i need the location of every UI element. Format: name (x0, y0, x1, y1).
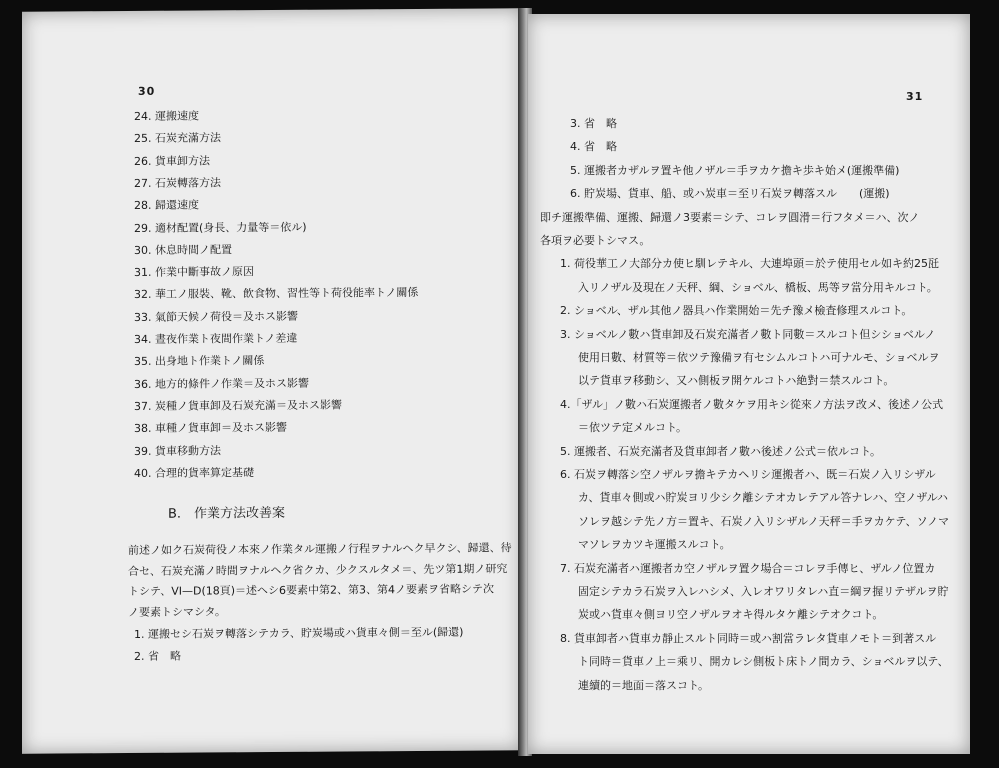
text-line: ソレヲ越シテ先ノ方＝置キ、石炭ノ入リシザルノ天秤＝手ヲカケテ、ソノマ (578, 514, 950, 528)
text-line: 7. 石炭充滿者ハ運搬者カ空ノザルヲ置ク場合＝コレヲ手傳ヒ、ザルノ位置カ (560, 561, 936, 575)
text-line: ＝依ツテ定メルコト。 (578, 421, 688, 435)
left-numbered-list (22, 8, 522, 480)
text-line: 8. 貨車卸者ハ貨車カ靜止スルト同時＝或ハ割當ラレタ貨車ノモト＝到著スル (560, 631, 937, 645)
text-line: 4. 省 略 (570, 140, 617, 154)
text-line: 33. 氣節天候ノ荷役＝及ホス影響 (134, 309, 298, 324)
text-line: 6. 貯炭場、貨車、船、或ハ炭車＝至リ石炭ヲ轉落スル (運搬) (570, 187, 890, 201)
text-line: 36. 地方的條件ノ作業＝及ホス影響 (134, 376, 309, 391)
text-line: 炭或ハ貨車々側ヨリ空ノザルヲオキ得ルタケ離シテオクコト。 (578, 608, 884, 622)
text-line: 4.「ザル」ノ數ハ石炭運搬者ノ數タケヲ用キシ從來ノ方法ヲ改メ、後述ノ公式 (560, 397, 944, 411)
text-line: 使用日數、材質等＝依ツテ豫備ヲ有セシムルコトハ可ナルモ、ショベルヲ (578, 351, 940, 364)
text-line: 32. 華工ノ服裝、靴、飲食物、習性等ト荷役能率トノ關係 (134, 286, 419, 302)
text-line: 2. ショベル、ザル其他ノ器具ハ作業開始＝先チ豫メ檢査修理スルコト。 (560, 304, 913, 318)
text-line: カ、貨車々側或ハ貯炭ヨリ少シク離シテオカレテアル答ナレハ、空ノザルハ (578, 491, 949, 505)
text-line: 前述ノ如ク石炭荷役ノ本來ノ作業タル運搬ノ行程ヲナルヘク早クシ、歸還、待 (128, 541, 512, 558)
text-line: 即チ運搬準備、運搬、歸還ノ3要素＝シテ、コレヲ圓滑＝行フタメ＝ハ、次ノ (540, 210, 920, 224)
right-page-number: 31 (906, 90, 924, 103)
text-line: 合セ、石炭充滿ノ時間ヲナルヘク省クカ、少クスルタメ＝、先ツ第1期ノ研究 (128, 561, 508, 578)
left-page (22, 8, 522, 753)
text-line: 以テ貨車ヲ移動シ、又ハ側板ヲ開ケルコトハ絶對＝禁スルコト。 (578, 374, 895, 388)
right-page (528, 14, 970, 754)
text-line: 34. 晝夜作業ト夜間作業トノ差違 (134, 331, 298, 346)
text-line: 5. 運搬者カザルヲ置キ他ノザル＝手ヲカケ擔キ歩キ始メ(運搬準備) (570, 163, 900, 177)
left-page-number: 30 (138, 84, 156, 98)
text-line: 5. 運搬者、石炭充滿者及貨車卸者ノ數ハ後述ノ公式＝依ルコト。 (560, 444, 881, 458)
text-line: マソレヲカツキ運搬スルコト。 (578, 538, 731, 552)
text-line: 39. 貨車移動方法 (134, 443, 221, 458)
text-line: 27. 石炭轉落方法 (134, 176, 221, 190)
text-line: 40. 合理的貨率算定基礎 (134, 465, 254, 480)
text-line: 29. 適材配置(身長、力量等＝依ル) (134, 220, 307, 235)
text-line: 固定シテカラ石炭ヲ入レハシメ、入レオワリタレハ直＝綱ヲ握リテザルヲ貯 (578, 585, 949, 598)
text-line: 6. 石炭ヲ轉落シ空ノザルヲ擔キテカヘリシ運搬者ハ、既＝石炭ノ入リシザル (560, 468, 936, 481)
text-line: 38. 車種ノ貨車卸＝及ホス影響 (134, 421, 287, 436)
text-line: 25. 石炭充滿方法 (134, 131, 221, 146)
text-line: 1. 荷役華工ノ大部分カ使ヒ馴レテキル、大連埠頭＝於テ使用セル如キ約25瓩 (560, 257, 939, 271)
text-line: 2. 省 略 (134, 649, 181, 663)
text-line: 28. 歸還速度 (134, 198, 199, 213)
text-line: 31. 作業中斷事故ノ原因 (134, 265, 254, 280)
text-line: 1. 運搬セシ石炭ヲ轉落シテカラ、貯炭場或ハ貨車々側＝至ル(歸還) (134, 625, 464, 641)
text-line: 連續的＝地面＝落スコト。 (578, 678, 710, 692)
text-line: 入リノザル及現在ノ天秤、綱、ショベル、橋板、馬等ヲ當分用キルコト。 (578, 280, 938, 294)
text-line: 26. 貨車卸方法 (134, 154, 210, 168)
section-heading: B. 作業方法改善案 (168, 505, 286, 522)
text-line: 各項ヲ必要トシマス。 (540, 234, 651, 247)
text-line: ト同時＝貨車ノ上＝乘リ、開カレシ側板ト床トノ間カラ、ショベルヲ以テ、 (578, 655, 949, 669)
text-line: 37. 炭種ノ貨車卸及石炭充滿＝及ホス影響 (134, 398, 342, 413)
text-line: 3. ショベルノ數ハ貨車卸及石炭充滿者ノ數ト同數＝スルコト但シショベルノ (560, 327, 936, 341)
text-line: 24. 運搬速度 (134, 109, 199, 123)
text-line: ノ要素トシマシタ。 (128, 604, 226, 619)
text-line: 30. 休息時間ノ配置 (134, 243, 232, 257)
text-line: トシテ、VI—D(18頁)＝述ヘシ6要素中第2、第3、第4ノ要素ヲ省略シテ次 (128, 582, 495, 599)
text-line: 35. 出身地ト作業トノ關係 (134, 354, 265, 369)
text-line: 3. 省 略 (570, 117, 617, 130)
